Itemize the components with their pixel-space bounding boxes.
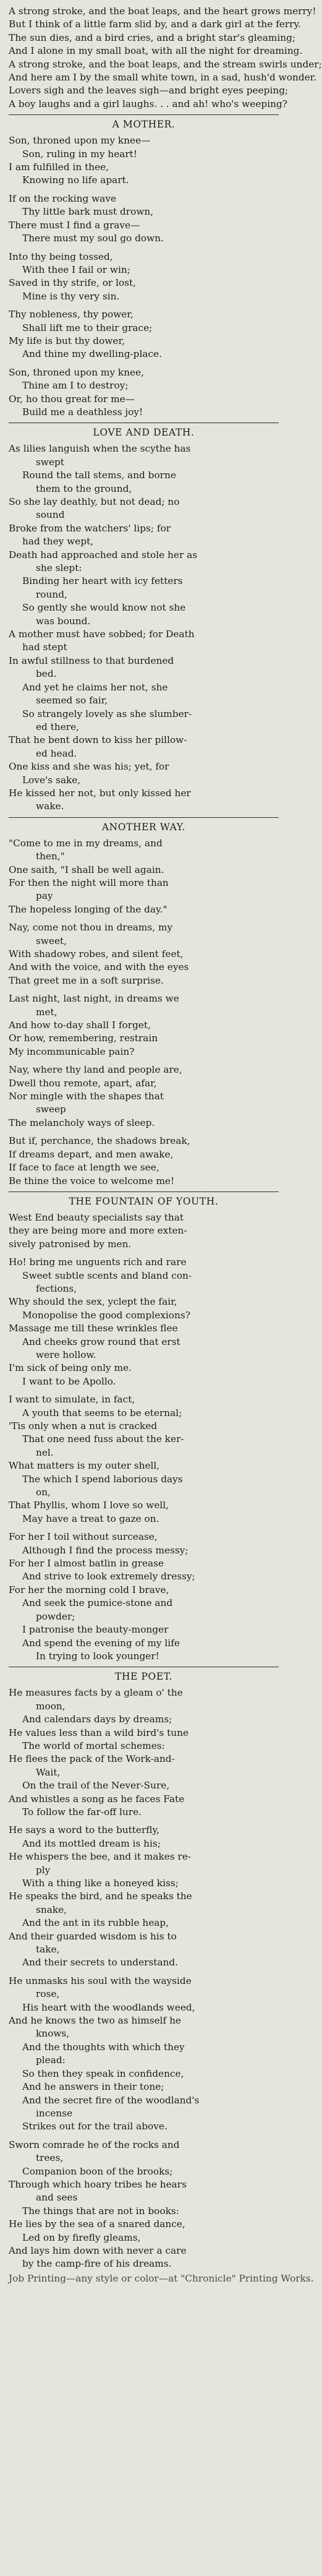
poem-line: Sweet subtle scents and bland con- xyxy=(22,1269,192,1281)
poem-line: Last night, last night, in dreams we xyxy=(9,993,179,1005)
poem-line: by the camp-fire of his dreams. xyxy=(22,2258,172,2270)
poem-line: Led on by firefly gleams, xyxy=(22,2231,141,2243)
poem-line: Ho! bring me unguents rich and rare xyxy=(9,1256,187,1268)
poem-title: A MOTHER. xyxy=(112,119,176,131)
poem-line: Lovers sigh and the leaves sigh—and bright eyes peeping; xyxy=(9,85,289,97)
poem-line: And seek the pumice-stone and xyxy=(22,1597,173,1609)
poem-line: rose, xyxy=(36,1988,60,2000)
poem-line: And yet he claims her not, she xyxy=(22,681,168,693)
poem-line: If dreams depart, and men awake, xyxy=(9,1148,174,1160)
poem-line: Thy nobleness, thy power, xyxy=(9,309,133,320)
poem-line: In awful stillness to that burdened xyxy=(9,655,174,666)
poem-line: He values less than a wild bird's tune xyxy=(9,1727,189,1738)
poem-line: Sworn comrade he of the rocks and xyxy=(9,2139,180,2150)
poem-title: LOVE AND DEATH. xyxy=(93,427,195,439)
poem-line: But I think of a little farm slid by, and a dark girl at the ferry. xyxy=(9,19,301,30)
poem-line: Monopolise the good complexions? xyxy=(22,1309,190,1321)
poem-line: swept xyxy=(36,456,64,468)
poem-line: And thine my dwelling-place. xyxy=(22,348,162,360)
poem-line: trees, xyxy=(36,2152,64,2164)
poem-line: So then they speak in confidence, xyxy=(22,2067,184,2079)
poem-line: they are being more and more exten- xyxy=(9,1225,187,1237)
poem-line: And calendars days by dreams; xyxy=(22,1714,172,1725)
poem-line: Death had approached and stole her as xyxy=(9,549,198,560)
poem-line: had stept xyxy=(22,642,67,653)
poem-line: And the thoughts with which they xyxy=(22,2041,185,2053)
section-divider xyxy=(9,114,279,115)
poem-line: sweet, xyxy=(36,935,67,947)
stanza-break xyxy=(9,1251,279,1256)
poem-line: ed there, xyxy=(36,721,79,732)
poem-line: moon, xyxy=(36,1700,66,1712)
poem-line: bed. xyxy=(36,668,57,680)
poem-line: nel. xyxy=(36,1446,54,1458)
poem-line: sweep xyxy=(36,1104,66,1115)
section-divider xyxy=(9,1191,279,1192)
poem-title: THE FOUNTAIN OF YOUTH. xyxy=(69,1195,219,1207)
poem-line: Binding her heart with icy fetters xyxy=(22,575,183,587)
poem-line: Why should the sex, yclept the fair, xyxy=(9,1296,177,1308)
poem-1 xyxy=(9,114,279,419)
poem-line: One saith, "I shall be well again. xyxy=(9,864,164,875)
poem-4 xyxy=(9,1191,279,1663)
poem-line: That greet me in a soft surprise. xyxy=(9,974,164,986)
poem-line: fections, xyxy=(36,1282,77,1294)
poem-line: The which I spend laborious days xyxy=(22,1473,183,1485)
poem-line: Thy little bark must drown, xyxy=(22,206,154,218)
poem-line: I patronise the beauty-monger xyxy=(22,1624,169,1636)
poem-3 xyxy=(9,817,279,1188)
poem-line: That he bent down to kiss her pillow- xyxy=(9,734,187,746)
poem-lines xyxy=(9,134,279,419)
stanza-break xyxy=(9,1058,279,1063)
poems-container xyxy=(9,5,322,2271)
poem-line: That Phyllis, whom I love so well, xyxy=(9,1500,169,1511)
poem-title: ANOTHER WAY. xyxy=(101,821,186,833)
stanza-break xyxy=(9,2134,279,2139)
poem-line: If on the rocking wave xyxy=(9,192,117,204)
poem-line: knows, xyxy=(36,2028,70,2040)
poem-line: Son, ruling in my heart! xyxy=(22,148,137,160)
poem-line: He flees the pack of the Work-and- xyxy=(9,1753,175,1765)
poem-line: I want to be Apollo. xyxy=(22,1375,116,1387)
poem-line: A mother must have sobbed; for Death xyxy=(9,629,195,640)
poem-line: Through which hoary tribes he hears xyxy=(9,2178,187,2190)
poem-line: ply xyxy=(36,1864,51,1876)
poem-line: Son, throned upon my knee, xyxy=(9,366,145,378)
poem-line: Or how, remembering, restrain xyxy=(9,1033,158,1044)
stanza-break xyxy=(9,916,279,921)
poem-line: Strikes out for the trail above. xyxy=(22,2121,167,2132)
poem-line: So she lay deathly, but not dead; no xyxy=(9,496,180,507)
poem-line: The hopeless longing of the day." xyxy=(9,903,167,915)
poem-line: He lies by the sea of a snared dance, xyxy=(9,2218,185,2230)
printing-advertisement: Job Printing—any style or color—at "Chronicle" Printing Works. xyxy=(9,2272,314,2284)
poem-line: sively patronised by men. xyxy=(9,1238,132,1250)
poem-lines xyxy=(9,442,279,813)
poem-line: A strong stroke, and the boat leaps, and the heart grows merry! xyxy=(9,6,316,17)
poem-line: In trying to look younger! xyxy=(36,1650,159,1662)
poem-line: Wait, xyxy=(36,1766,61,1778)
poem-line: With thee I fail or win; xyxy=(22,264,130,275)
poem-line: He unmasks his soul with the wayside xyxy=(9,1975,192,1986)
stanza-break xyxy=(9,1970,279,1975)
stanza-break xyxy=(9,246,279,251)
poem-line: My life is but thy dower, xyxy=(9,335,125,346)
poem-line: sound xyxy=(36,509,65,521)
poem-lines xyxy=(9,837,279,1188)
poem-line: them to the ground, xyxy=(36,483,132,494)
poem-line: His heart with the woodlands weed, xyxy=(22,2001,195,2013)
poem-line: And here am I by the small white town, in a sad, hush'd wonder. xyxy=(9,72,317,84)
poem-line: 'Tis only when a nut is cracked xyxy=(9,1420,158,1432)
poem-line: A strong stroke, and the boat leaps, and the stream swirls under; xyxy=(9,58,322,70)
section-divider xyxy=(9,817,279,818)
poem-line: Broke from the watchers' lips; for xyxy=(9,522,171,534)
poem-line: Build me a deathless joy! xyxy=(22,406,143,418)
poem-line: seemed so fair, xyxy=(36,695,108,706)
poem-line: He whispers the bee, and it makes re- xyxy=(9,1851,192,1863)
stanza-break xyxy=(9,187,279,192)
poem-line: A boy laughs and a girl laughs. . . and ah! who's weeping? xyxy=(9,98,287,109)
poem-0 xyxy=(9,5,322,111)
poem-line: And how to-day shall I forget, xyxy=(9,1020,151,1031)
poem-line: Or, ho thou great for me— xyxy=(9,393,135,405)
poem-line: I'm sick of being only me. xyxy=(9,1362,132,1374)
poem-line: For her the morning cold I brave, xyxy=(9,1584,169,1595)
poem-lines xyxy=(9,1686,279,2270)
poem-line: There must I find a grave— xyxy=(9,219,140,231)
poem-line: pay xyxy=(36,890,53,902)
poem-line: On the trail of the Never-Sure, xyxy=(22,1780,170,1792)
poem-line: had they wept, xyxy=(22,536,94,547)
poem-line: I am fulfilled in thee, xyxy=(9,161,109,173)
poem-lines xyxy=(9,1211,279,1663)
poem-line: The sun dies, and a bird cries, and a bright star's gleaming; xyxy=(9,32,296,43)
poem-line: If face to face at length we see, xyxy=(9,1162,159,1174)
poem-5 xyxy=(9,1667,279,2270)
stanza-break xyxy=(9,361,279,366)
poem-line: Massage me till these wrinkles flee xyxy=(9,1323,178,1334)
poem-line: He speaks the bird, and he speaks the xyxy=(9,1891,192,1902)
poem-line: then," xyxy=(36,851,65,862)
stanza-break xyxy=(9,1819,279,1824)
poem-line: And cheeks grow round that erst xyxy=(22,1336,180,1347)
poem-line: Son, throned upon my knee— xyxy=(9,135,151,147)
poem-line: "Come to me in my dreams, and xyxy=(9,837,163,849)
poem-line: Saved in thy strife, or lost, xyxy=(9,277,137,289)
poem-line: But if, perchance, the shadows break, xyxy=(9,1135,190,1147)
poem-line: What matters is my outer shell, xyxy=(9,1460,160,1472)
poem-line: snake, xyxy=(36,1904,67,1915)
poem-line: And spend the evening of my life xyxy=(22,1637,180,1649)
stanza-break xyxy=(9,1388,279,1393)
poem-line: round, xyxy=(36,588,67,600)
poem-line: was bound. xyxy=(36,615,91,627)
poem-line: Shall lift me to their grace; xyxy=(22,322,153,333)
poem-line: For her I almost batlin in grease xyxy=(9,1558,164,1569)
poem-line: The things that are not in books: xyxy=(22,2205,179,2217)
poem-line: were hollow. xyxy=(36,1349,96,1360)
poem-line: powder; xyxy=(36,1610,75,1622)
poem-line: And the secret fire of the woodland's xyxy=(22,2094,200,2106)
poem-line: Nay, come not thou in dreams, my xyxy=(9,922,173,934)
poem-line: Round the tall stems, and borne xyxy=(22,470,176,481)
poem-line: Dwell thou remote, apart, afar, xyxy=(9,1077,157,1089)
poem-line: incense xyxy=(36,2107,73,2119)
poem-line: For then the night will more than xyxy=(9,877,169,888)
poem-line: Although I find the process messy; xyxy=(22,1544,189,1556)
poem-line: And he knows the two as himself he xyxy=(9,2015,181,2027)
poem-line: One kiss and she was his; yet, for xyxy=(9,761,169,773)
poem-line: So strangely lovely as she slumber- xyxy=(22,708,192,719)
poem-line: With shadowy robes, and silent feet, xyxy=(9,948,184,960)
poem-line: With a thing like a honeyed kiss; xyxy=(22,1878,179,1889)
poem-line: For her I toil without surcease, xyxy=(9,1531,158,1543)
poem-line: And strive to look extremely dressy; xyxy=(22,1571,195,1582)
poem-line: Knowing no life apart. xyxy=(22,174,129,186)
poem-line: wake. xyxy=(36,801,64,812)
poem-line: So gently she would know not she xyxy=(22,602,186,614)
stanza-break xyxy=(9,1526,279,1531)
poem-line: He kissed her not, but only kissed her xyxy=(9,787,191,799)
poem-line: Into thy being tossed, xyxy=(9,251,113,262)
poem-line: And its mottled dream is his; xyxy=(22,1837,161,1849)
poem-line: Thine am I to destroy; xyxy=(22,380,129,392)
poem-title: THE POET. xyxy=(115,1671,172,1683)
poem-line: Mine is thy very sin. xyxy=(22,290,120,302)
poem-line: Love's sake, xyxy=(22,774,81,786)
poem-line: Be thine the voice to welcome me! xyxy=(9,1175,175,1187)
poem-line: My incommunicable pain? xyxy=(9,1045,135,1057)
poem-line: take, xyxy=(36,1944,60,1956)
stanza-break xyxy=(9,1130,279,1135)
poem-lines xyxy=(9,5,322,111)
poem-line: on, xyxy=(36,1487,51,1498)
stanza-break xyxy=(9,987,279,992)
poem-line: The melancholy ways of sleep. xyxy=(9,1117,155,1128)
poem-line: And I alone in my small boat, with all the night for dreaming. xyxy=(9,45,303,57)
poem-line: As lilies languish when the scythe has xyxy=(9,443,191,455)
poem-line: And their guarded wisdom is his to xyxy=(9,1930,177,1942)
poem-2 xyxy=(9,423,279,813)
poem-line: ed head. xyxy=(36,747,77,759)
poem-line: And whistles a song as he faces Fate xyxy=(9,1793,185,1805)
poem-line: plead: xyxy=(36,2054,66,2066)
poem-line: A youth that seems to be eternal; xyxy=(22,1407,182,1419)
stanza-break xyxy=(9,303,279,308)
poem-line: and sees xyxy=(36,2192,78,2204)
poem-line: He measures facts by a gleam o' the xyxy=(9,1687,183,1699)
poem-line: The world of mortal schemes: xyxy=(22,1740,165,1751)
poem-line: And lays him down with never a care xyxy=(9,2244,187,2256)
poem-line: met, xyxy=(36,1006,57,1018)
poem-line: May have a treat to gaze on. xyxy=(22,1513,159,1524)
poem-line: And he answers in their tone; xyxy=(22,2081,164,2093)
poem-line: Companion boon of the brooks; xyxy=(22,2165,173,2177)
poem-line: There must my soul go down. xyxy=(22,233,164,244)
poem-line: That one need fuss about the ker- xyxy=(22,1433,184,1445)
poem-line: Nor mingle with the shapes that xyxy=(9,1091,164,1102)
poem-line: To follow the far-off lure. xyxy=(22,1806,142,1818)
poem-line: I want to simulate, in fact, xyxy=(9,1394,135,1406)
poem-line: And with the voice, and with the eyes xyxy=(9,961,189,973)
poem-line: And their secrets to understand. xyxy=(22,1957,179,1968)
poem-line: Nay, where thy land and people are, xyxy=(9,1064,182,1076)
poem-line: And the ant in its rubble heap, xyxy=(22,1917,169,1929)
poem-line: He says a word to the butterfly, xyxy=(9,1824,159,1836)
poem-line: West End beauty specialists say that xyxy=(9,1211,184,1223)
poem-line: she slept: xyxy=(36,562,82,574)
